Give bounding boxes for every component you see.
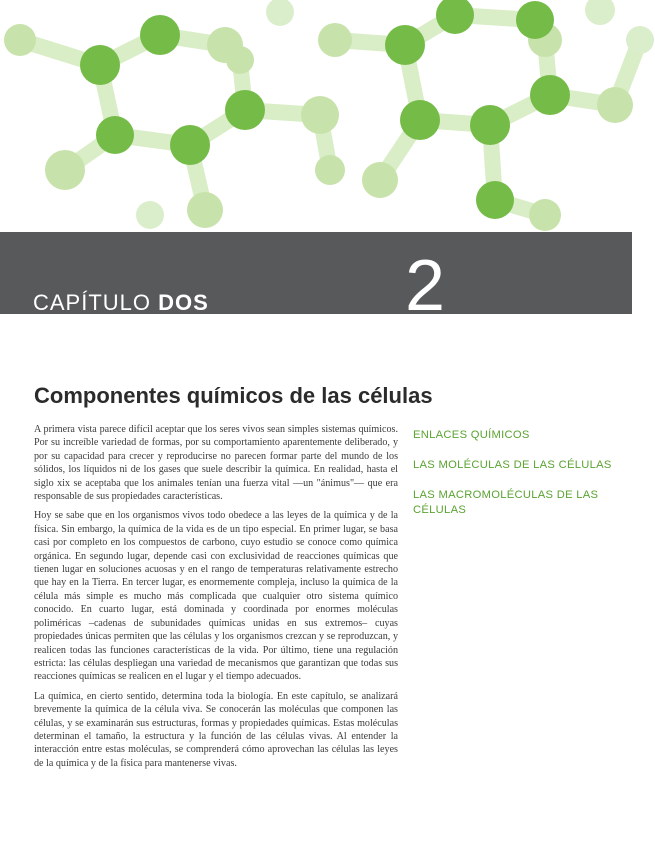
section-item-enlaces-quimicos: ENLACES QUÍMICOS [413, 429, 530, 441]
section-item-moleculas: LAS MOLÉCULAS DE LAS CÉLULAS [413, 459, 612, 471]
chapter-header-band [0, 232, 632, 314]
paragraph-1: A primera vista parece difícil aceptar que los seres vivos sean simples sistemas químicos. Por su increíble variedad de formas, por su comportamiento aparentemente deliberado, y por su capacidad para crecer y reproducirse no parecen formar parte del mundo de los sólidos, los líquidos ni de los gases que suele describir la química. En realidad, hasta el siglo xix se aceptaba que los animales tenían una fuerza vital —un "ánimus"— que era responsable de sus propiedades características. [34, 424, 398, 503]
chapter-title: Componentes químicos de las células [34, 383, 433, 408]
paragraph-3: La química, en cierto sentido, determina toda la biología. En este capítulo, se analizará brevemente la química de la célula viva. Se conocerán las moléculas que componen las células, y se examinarán sus estructuras, formas y propiedades químicas. Estas moléculas determinan el tamaño, la estructura y la función de las células vivas. Al entender la interacción entre estas moléculas, se comprenderá cómo aprovechan las células las leyes de la química y de la física para mantenerse vivas. [34, 690, 398, 769]
intro-body-text [34, 423, 398, 776]
chapter-label [33, 292, 209, 314]
chapter-section-list [413, 428, 613, 533]
paragraph-2: Hoy se sabe que en los organismos vivos todo obedece a las leyes de la química y de la física. Sin embargo, la química de la vida es de un tipo especial. En primer lugar, se basa casi por completo en los compuestos de carbono, cuyo estudio se conoce como química orgánica. En segundo lugar, depende casi con exclusividad de reacciones químicas que tienen lugar en soluciones acuosas y en el rango de temperaturas relativamente estrecho que hay en la Tierra. En tercer lugar, es enormemente compleja, incluso la química de la célula más simple es mucho más complicada que cualquier otro sistema químico conocido. En cuarto lugar, está dominada y coordinada por enormes moléculas poliméricas –cadenas de subunidades químicas unidas en sus extremos– cuyas propiedades únicas permiten que las células y los organismos crezcan y se reproduzcan, y realicen todas las funciones características de la vida. Por último, tiene una regulación estricta: las células despliegan una variedad de mecanismos que garantizan que todas sus reacciones químicas se realicen en el lugar y el tiempo adecuados. [34, 510, 398, 683]
chapter-label-word: CAPÍTULO [33, 290, 152, 314]
chapter-label-number-word: DOS [158, 290, 209, 314]
chapter-number: 2 [405, 246, 446, 314]
section-item-macromoleculas: LAS MACROMOLÉCULAS DE LAS CÉLULAS [413, 489, 599, 516]
molecule-illustration [0, 0, 655, 232]
